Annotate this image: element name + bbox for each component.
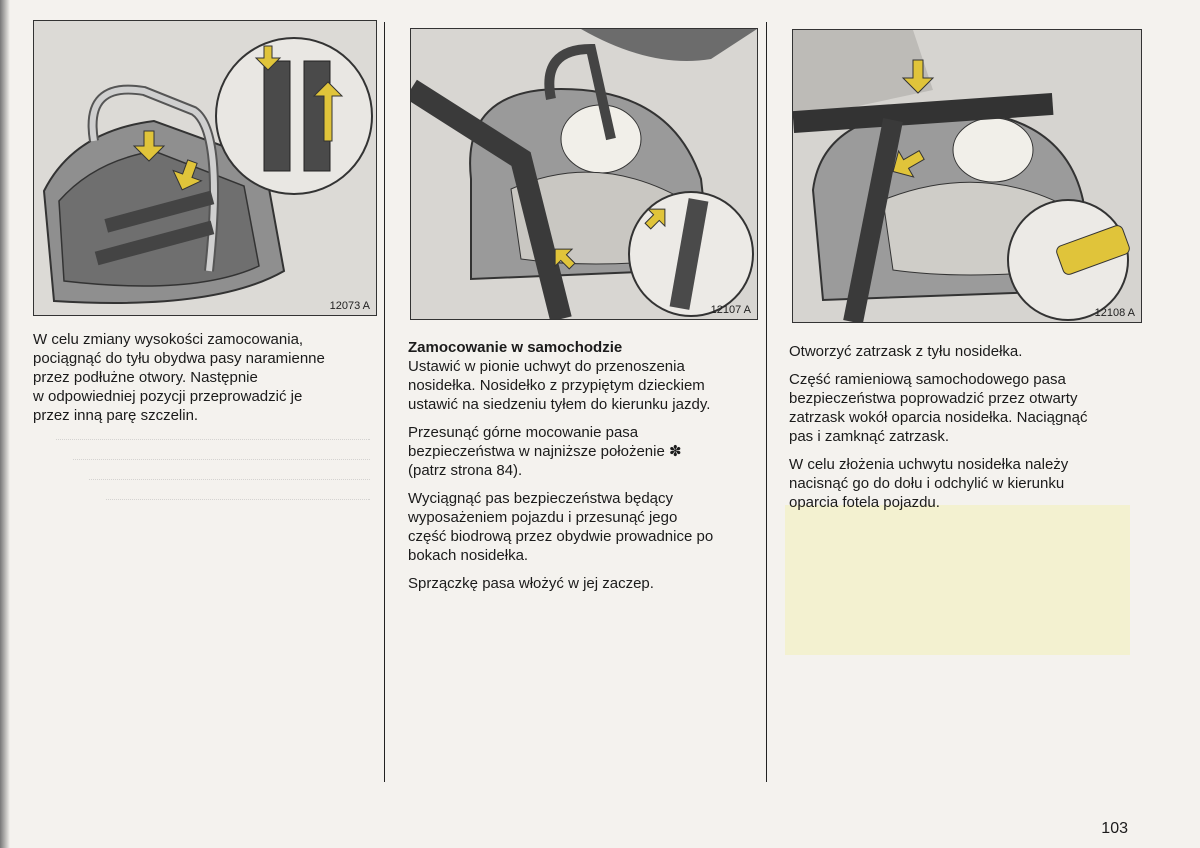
page-number: 103 — [1101, 820, 1128, 837]
figure-seat-belt-lock — [792, 29, 1142, 323]
figure-code: 12073 A — [329, 300, 370, 312]
paragraph: Sprzączkę pasa włożyć w jej zaczep. — [408, 575, 654, 592]
paragraph: Otworzyć zatrzask z tyłu nosidełka. — [789, 343, 1023, 360]
paragraph: W celu złożenia uchwytu nosidełka należy nacisnąć go do dołu i odchylić w kierunku oparcia fotela pojazdu. — [789, 456, 1069, 511]
figure-code: 12107 A — [710, 304, 751, 316]
middle-column-text — [408, 338, 758, 602]
paragraph: Wyciągnąć pas bezpieczeństwa będący wyposażeniem pojazdu i przesunąć jego część biodrową przez obydwie prowadnice po bokach nosidełka. — [408, 490, 714, 564]
section-heading: Zamocowanie w samochodzie — [408, 339, 623, 356]
figure-code: 12108 A — [1094, 307, 1135, 319]
belt-lock-illustration — [793, 30, 1141, 322]
car-seat-illustration — [411, 29, 757, 319]
paragraph: Ustawić w pionie uchwyt do przenoszenia nosidełka. Nosidełko z przypiętym dzieckiem ustawić na siedzeniu tyłem do kierunku jazdy. — [408, 358, 711, 413]
bleed-through-text — [40, 420, 370, 530]
column-divider-1 — [384, 22, 385, 782]
seat-illustration — [34, 21, 376, 315]
paragraph: W celu zmiany wysokości zamocowania, pociągnąć do tyłu obydwa pasy naramienne przez podłużne otwory. Następnie w odpowiedniej pozycji przeprowadzić je przez inną parę szczelin. — [33, 331, 325, 424]
left-column-text — [33, 330, 378, 434]
figure-seat-in-car — [410, 28, 758, 320]
paragraph: Przesunąć górne mocowanie pasa bezpieczeństwa w najniższe położenie ✽ (patrz strona 84). — [408, 424, 682, 479]
figure-baby-seat-straps — [33, 20, 377, 316]
bleed-through-highlight — [785, 505, 1130, 655]
column-divider-2 — [766, 22, 767, 782]
page-edge-shadow — [0, 0, 10, 848]
right-column-text — [789, 342, 1134, 521]
paragraph: Część ramieniową samochodowego pasa bezpieczeństwa poprowadzić przez otwarty zatrzask wokół oparcia nosidełka. Naciągnąć pas i zamknąć zatrzask. — [789, 371, 1088, 445]
